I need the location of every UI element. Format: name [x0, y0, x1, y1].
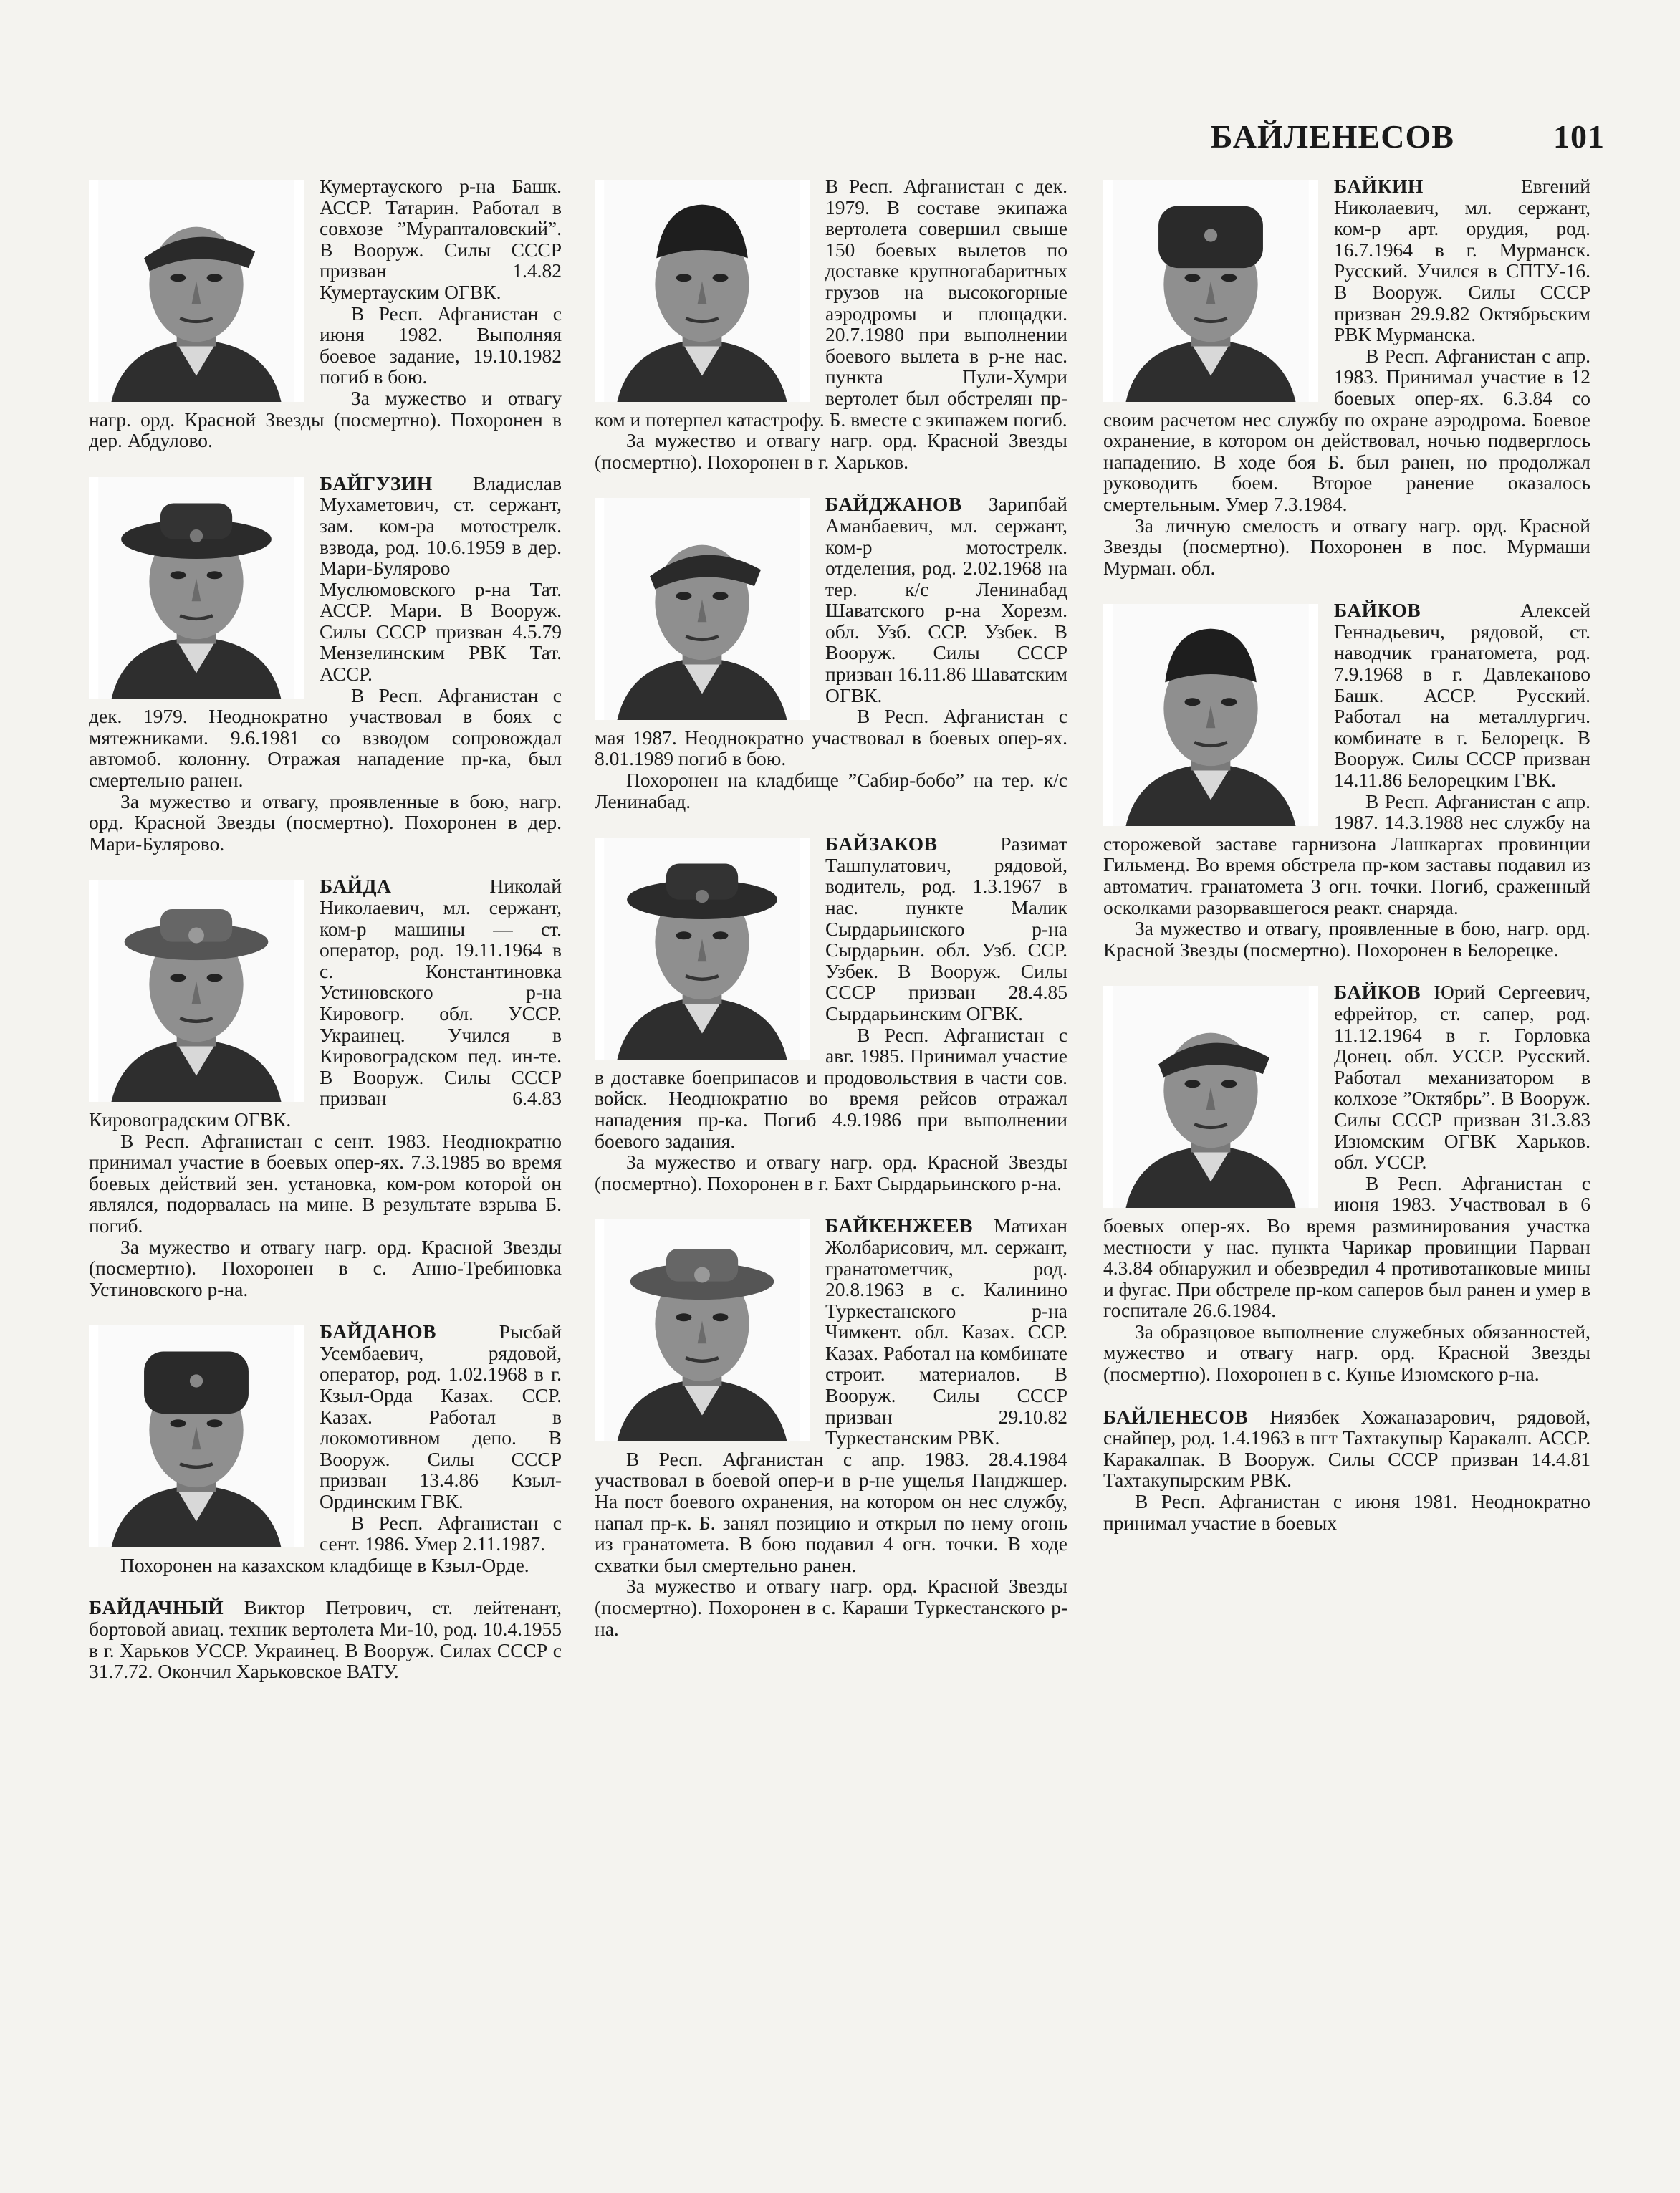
- column-3: [1103, 176, 1590, 1555]
- entry-paragraph: За образцовое выполнение служебных обязанностей, мужество и отвагу нагр. орд. Красной Звезды (посмертно). Похоронен в с. Кунье Изюмского р-на.: [1103, 1320, 1590, 1386]
- entry-paragraph: В Респ. Афганистан с мая 1987. Неоднократно участвовал в боевых опер-ях. 8.01.1989 погиб в бою.: [595, 705, 1067, 770]
- entry-intro: Матихан Жолбарисович, мл. сержант, гранатометчик, род. 20.8.1963 в с. Калинино Туркестанского р-на Чимкент. обл. Казах. ССР. Казах. Работал на комбинате строит. материалов. В Вооруж. Силы СССР призван 29.10.82 Туркестанским РВК.: [825, 1214, 1067, 1449]
- biography-entry: [1103, 982, 1590, 1384]
- entry-paragraph: В Респ. Афганистан с июня 1983. Участвовал в 6 боевых опер-ях. Во время разминирования участка местности у нас. пункта Чарикар провинции Парван 4.3.84 обнаружил и обезвредил 4 противотанковые мины и фугас. При обстреле пр-ком саперов был ранен и умер в госпитале 26.6.1984.: [1103, 1171, 1590, 1322]
- entry-paragraph: В Респ. Афганистан с июня 1981. Неоднократно принимал участие в боевых: [1103, 1490, 1590, 1534]
- entry-surname: БАЙЛЕНЕСОВ: [1103, 1405, 1249, 1428]
- entry-surname: БАЙГУЗИН: [320, 471, 433, 494]
- entry-paragraph: За мужество и отвагу, проявленные в бою, нагр. орд. Красной Звезды (посмертно). Похоронен в Белорецке.: [1103, 917, 1590, 961]
- entry-intro: Разимат Ташпулатович, рядовой, водитель, род. 1.3.1967 в нас. пункте Малик Сырдарьинского р-на Сырдарьин. обл. Узб. ССР. Узбек. В Вооруж. Силы СССР призван 28.4.85 Сырдарьинским ОГВК.: [825, 832, 1067, 1024]
- entry-paragraph: За мужество и отвагу нагр. орд. Красной Звезды (посмертно). Похоронен в с. Караши Туркестанского р-на.: [595, 1575, 1067, 1640]
- running-head: БАЙЛЕНЕСОВ: [1211, 117, 1454, 155]
- entry-paragraph: В Респ. Афганистан с дек. 1979. Неоднократно участвовал в боях с мятежниками. 9.6.1981 со взводом сопровождал автомоб. колонну. Отражая нападение пр-ка, был смертельно ранен.: [89, 683, 562, 792]
- entry-paragraph: За мужество и отвагу нагр. орд. Красной Звезды (посмертно). Похоронен в с. Анно-Требиновка Устиновского р-на.: [89, 1235, 562, 1300]
- soldier-portrait-icon: [595, 498, 810, 720]
- biography-entry: [1103, 1406, 1590, 1534]
- biography-entry: [1103, 600, 1590, 960]
- entry-paragraph: В Респ. Афганистан с апр. 1987. 14.3.1988 нес службу на сторожевой заставе гарнизона Лашкаргах провинции Гильменд. Во время обстрела пр-ком заставы подавил из автоматич. гранатомета 3 огн. точки. Погиб, сраженный осколками разорвавшегося реакт. снаряда.: [1103, 790, 1590, 918]
- entry-paragraph: Кумертауского р-на Башк. АССР. Татарин. Работал в совхозе ”Мурапталовский”. В Вооруж. Силы СССР призван 1.4.82 Кумертауским ОГВК.: [320, 175, 562, 303]
- soldier-portrait-icon: [1103, 604, 1318, 826]
- entry-intro: Виктор Петрович, ст. лейтенант, бортовой авиац. техник вертолета Ми-10, род. 10.4.1955 в г. Харьков УССР. Украинец. В Вооруж. Силах СССР с 31.7.72. Окончил Харьковское ВАТУ.: [89, 1596, 562, 1683]
- page-header: [1211, 107, 1605, 165]
- entry-surname: БАЙДА: [320, 875, 392, 898]
- column-1: [89, 176, 562, 1704]
- biography-entry: [89, 176, 562, 451]
- biography-entry: [89, 1597, 562, 1681]
- entry-intro: Рысбай Усембаевич, рядовой, оператор, род. 1.02.1968 в г. Кзыл-Орда Казах. ССР. Казах. Работал в локомотивном депо. В Вооруж. Силы СССР призван 13.4.86 Кзыл-Ординским ГВК.: [320, 1320, 562, 1513]
- entry-surname: БАЙКОВ: [1334, 981, 1421, 1004]
- column-2: [595, 176, 1067, 1661]
- soldier-portrait-icon: [595, 1219, 810, 1441]
- soldier-portrait-icon: [1103, 180, 1318, 402]
- biography-entry: [595, 494, 1067, 812]
- entry-intro: Алексей Геннадьевич, рядовой, ст. наводчик гранатомета, род. 7.9.1968 в г. Давлеканово Башк. АССР. Русский. Работал на металлургич. комбинате в г. Белорецк. В Вооруж. Силы СССР призван 14.11.86 Белорецким ГВК.: [1334, 599, 1590, 792]
- biography-entry: [89, 875, 562, 1300]
- entry-intro: Владислав Мухаметович, ст. сержант, зам. ком-ра мотострелк. взвода, род. 10.6.1959 в дер. Мари-Булярово Муслюмовского р-на Тат. АССР. Мари. В Вооруж. Силы СССР призван 4.5.79 Мензелинским РВК Тат. АССР.: [320, 471, 562, 686]
- soldier-portrait-icon: [595, 180, 810, 402]
- soldier-portrait-icon: [89, 1325, 304, 1547]
- entry-paragraph: Похоронен на кладбище ”Сабир-бобо” на тер. к/с Ленинабад.: [595, 769, 1067, 812]
- biography-entry: [595, 1215, 1067, 1639]
- entry-surname: БАЙЗАКОВ: [825, 832, 938, 855]
- entry-paragraph: За мужество и отвагу нагр. орд. Красной Звезды (посмертно). Похоронен в г. Харьков.: [595, 429, 1067, 473]
- entry-surname: БАЙКЕНЖЕЕВ: [825, 1214, 973, 1237]
- entry-paragraph: За мужество и отвагу нагр. орд. Красной Звезды (посмертно). Похоронен в г. Бахт Сырдарьинского р-на.: [595, 1151, 1067, 1194]
- entry-paragraph: Похоронен на казахском кладбище в Кзыл-Орде.: [120, 1553, 529, 1576]
- page-number: 101: [1553, 117, 1605, 155]
- biography-entry: [89, 1321, 562, 1575]
- entry-paragraph: В Респ. Афганистан с сент. 1983. Неоднократно принимал участие в боевых опер-ях. 7.3.1985 во время боевых действий зен. установка, ком-ром которой он являлся, подорвалась на мине. В результате взрыва Б. погиб.: [89, 1129, 562, 1237]
- entry-paragraph: За мужество и отвагу нагр. орд. Красной Звезды (посмертно). Похоронен в дер. Абдулово.: [89, 386, 562, 452]
- entry-paragraph: В Респ. Афганистан с июня 1982. Выполняя боевое задание, 19.10.1982 погиб в бою.: [320, 302, 562, 388]
- entry-intro: Евгений Николаевич, мл. сержант, ком-р арт. орудия, род. 16.7.1964 в г. Мурманск. Русский. Учился в СПТУ-16. В Вооруж. Силы СССР призван 29.9.82 Октябрьским РВК Мурманска.: [1334, 175, 1590, 346]
- entry-paragraph: В Респ. Афганистан с апр. 1983. Принимал участие в 12 боевых опер-ях. 6.3.84 со своим расчетом нес службу по охране аэродрома. Боевое охранение, в котором он действовал, ночью подверглось нападению. В ходе боя Б. был ранен, но продолжал руководить боем. Второе ранение оказалось смертельным. Умер 7.3.1984.: [1103, 344, 1590, 515]
- entry-surname: БАЙКОВ: [1334, 599, 1421, 622]
- entry-paragraph: За личную смелость и отвагу нагр. орд. Красной Звезды (посмертно). Похоронен в пос. Мурмаши Мурман. обл.: [1103, 514, 1590, 579]
- entry-surname: БАЙДАЧНЫЙ: [89, 1596, 224, 1619]
- entry-surname: БАЙКИН: [1334, 175, 1424, 197]
- entry-paragraph: В Респ. Афганистан с апр. 1983. 28.4.1984 участвовал в боевой опер-и в р-не ущелья Панджшер. На пост боевого охранения, на котором он нес службу, напал пр-к. Б. занял позицию и открыл по нему огонь из гранатомета. В бою подавил 4 огн. точки. В ходе схватки был смертельно ранен.: [595, 1447, 1067, 1576]
- soldier-portrait-icon: [89, 880, 304, 1102]
- entry-intro: Ниязбек Хожаназарович, рядовой, снайпер, род. 1.4.1963 в пгт Тахтакупыр Каракалп. АССР. Каракалпак. В Вооруж. Силы СССР призван 14.4.81 Тахтакупырским РВК.: [1103, 1405, 1590, 1492]
- soldier-portrait-icon: [89, 477, 304, 699]
- biography-entry: [89, 473, 562, 855]
- entry-intro: Зарипбай Аманбаевич, мл. сержант, ком-р мотострелк. отделения, род. 2.02.1968 на тер. к/с Ленинабад Шаватского р-на Хорезм. обл. Узб. ССР. Узбек. В Вооруж. Силы СССР призван 16.11.86 Шаватским ОГВК.: [825, 493, 1067, 706]
- entry-intro: Юрий Сергеевич, ефрейтор, ст. сапер, род. 11.12.1964 в г. Горловка Донец. обл. УССР. Русский. Работал механизатором в колхозе ”Октябрь”. В Вооруж. Силы СССР призван 31.3.83 Изюмским ОГВК Харьков. обл. УССР.: [1334, 981, 1590, 1174]
- soldier-portrait-icon: [1103, 986, 1318, 1208]
- entry-paragraph: В Респ. Афганистан с дек. 1979. В составе экипажа вертолета совершил свыше 150 боевых вылетов по доставке крупногабаритных грузов на высокогорные аэродромы и площадки. 20.7.1980 при выполнении боевого вылета в р-не нас. пункта Пули-Хумри вертолет был обстрелян пр-ком и потерпел катастрофу. Б. вместе с экипажем погиб.: [595, 175, 1067, 431]
- biography-entry: [595, 833, 1067, 1194]
- entry-paragraph: В Респ. Афганистан с авг. 1985. Принимал участие в доставке боеприпасов и продовольствия в части сов. войск. Неоднократно во время рейсов отражал нападения пр-ка. Погиб 4.9.1986 при выполнении боевого задания.: [595, 1023, 1067, 1152]
- entry-paragraph: В Респ. Афганистан с сент. 1986. Умер 2.11.1987.: [320, 1511, 562, 1555]
- biography-entry: [1103, 176, 1590, 578]
- entry-surname: БАЙДАНОВ: [320, 1320, 436, 1343]
- soldier-portrait-icon: [595, 838, 810, 1060]
- entry-paragraph: За мужество и отвагу, проявленные в бою, нагр. орд. Красной Звезды (посмертно). Похоронен в дер. Мари-Булярово.: [89, 790, 562, 855]
- entry-surname: БАЙДЖАНОВ: [825, 493, 962, 516]
- biography-entry: [595, 176, 1067, 472]
- soldier-portrait-icon: [89, 180, 304, 402]
- entry-intro: Николай Николаевич, мл. сержант, ком-р машины — ст. оператор, род. 19.11.1964 в с. Константиновка Устиновского р-на Кировогр. обл. УССР. Украинец. Учился в Кировоградском пед. ин-те. В Вооруж. Силы СССР призван 6.4.83 Кировоградским ОГВК.: [89, 875, 562, 1131]
